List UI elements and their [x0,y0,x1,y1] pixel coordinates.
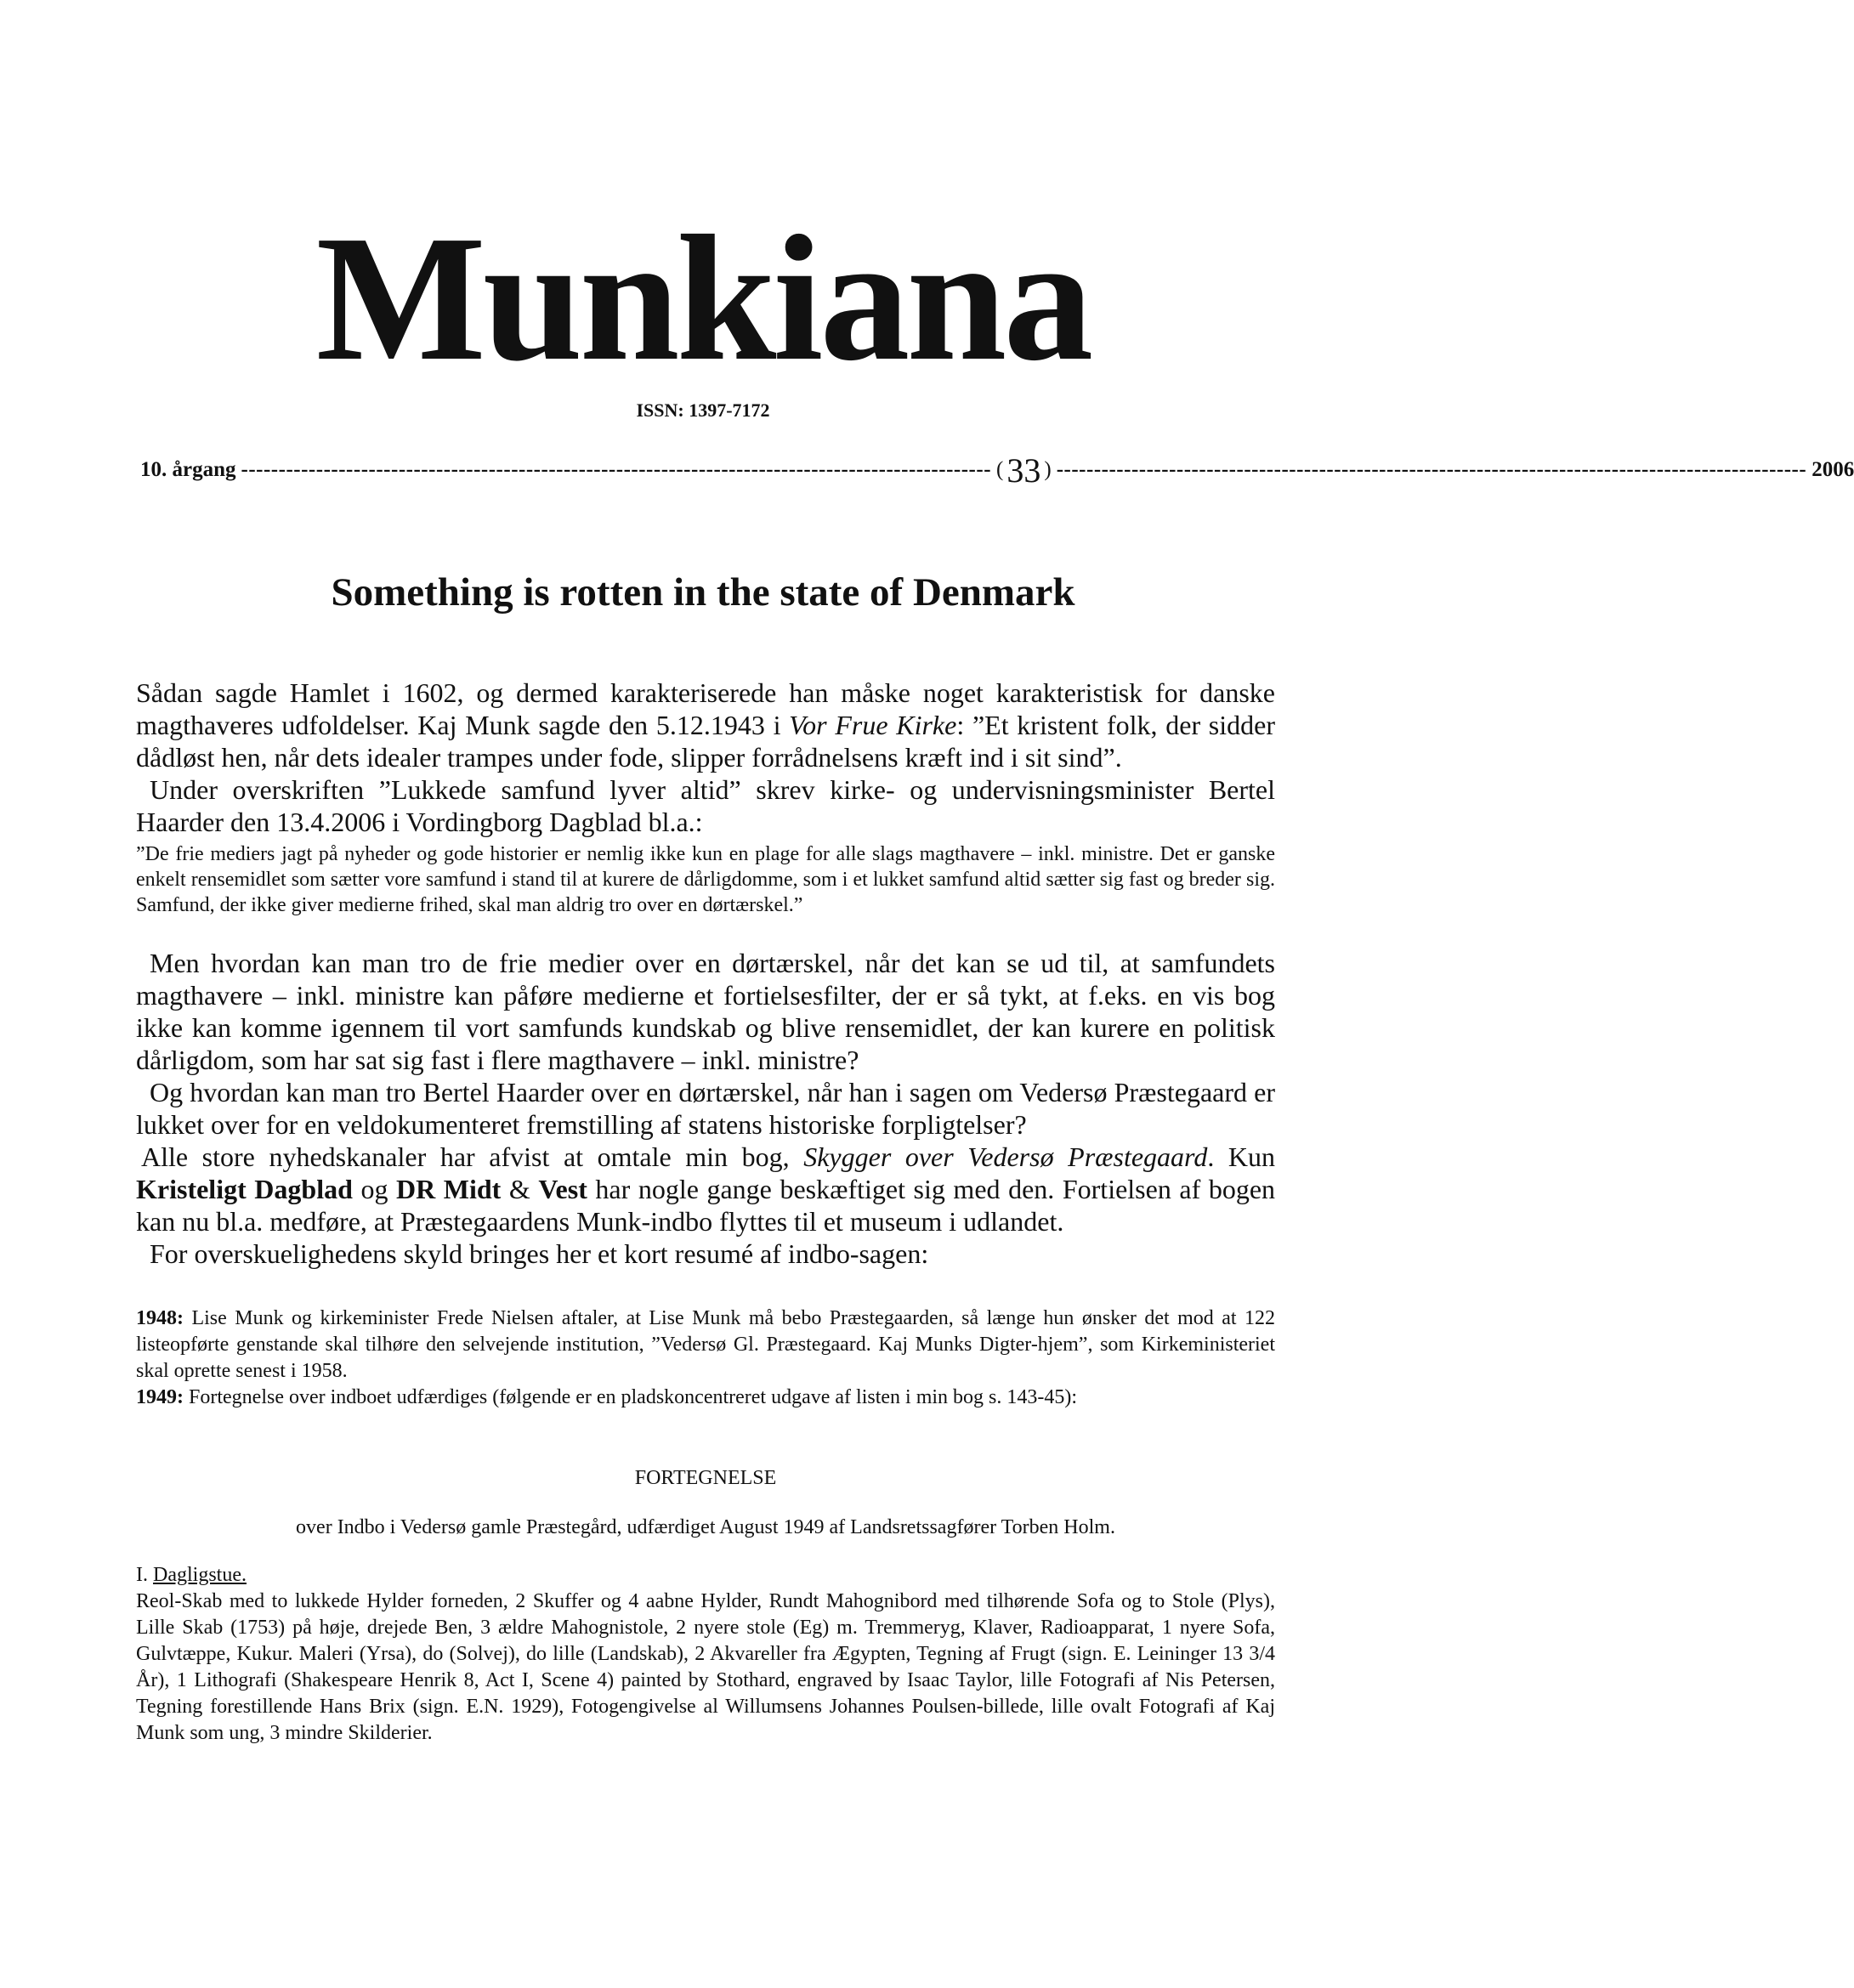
paragraph-vedersoe: Og hvordan kan man tro Bertel Haarder over en dørtærskel, når han i sagen om Vedersø Præstegaard er lukket over for en veldokumenteret fremstilling af statens historiske forpligtelser? [136,1077,1275,1140]
article-body [136,677,1275,838]
church-name: Vor Frue Kirke [789,710,957,740]
section-heading [136,1562,1275,1589]
year-1949: 1949: [136,1386,184,1408]
book-text-d: har nogle gange beskæftiget sig med den. Fortielsen af bogen kan nu bl.a. medføre, at Præstegaardens Munk-indbo flyttes til et museum i udlandet. [136,1174,1276,1237]
timeline [136,1306,1275,1411]
dash-rule-right: ---------------------------------------------------------------------------------------------------- [1056,458,1807,481]
vest: Vest [538,1174,587,1204]
text-1948: Lise Munk og kirkeminister Frede Nielsen aftaler, at Lise Munk må bebo Præstegaarden, så længe hun ønsker det mod at 122 listeopførte genstande skal tilhøre den selvejende institution, ”Vedersø Gl. Præstegaard. Kaj Munks Digter-hjem”, som Kirkeministeriet skal oprette senest i 1958. [136,1307,1275,1382]
paragraph-book [136,1141,1275,1238]
inventory-section [136,1562,1275,1747]
paragraph-summary-intro: For overskuelighedens skyld bringes her et kort resumé af indbo-sagen: [150,1238,929,1269]
issue-number: 33 [1006,450,1041,490]
paragraph-haarder: Under overskriften ”Lukkede samfund lyver altid” skrev kirke- og undervisningsminister Bertel Haarder den 13.4.2006 i Vordingborg Dagblad bl.a.: [136,774,1275,837]
section-number: I. [136,1564,153,1586]
issue-line [140,450,1854,490]
timeline-1948 [136,1306,1275,1385]
year-label: 2006 [1811,458,1854,481]
book-text-c: og [352,1174,397,1204]
inventory-subheading: over Indbo i Vedersø gamle Præstegård, udfærdiget August 1949 af Landsretssagfører Torben Holm. [296,1516,1115,1538]
paragraph-intro [136,677,1275,773]
text-1949: Fortegnelse over indboet udfærdiges (følgende er en pladskoncentreret udgave af listen i min bog s. 143-45): [184,1386,1078,1408]
paragraph-media: Men hvordan kan man tro de frie medier over en dørtærskel, når det kan se ud til, at samfundets magthavere – inkl. ministre kan påføre medierne et fortielsesfilter, der er så tykt, at f.eks. en vis bog ikke kan komme igennem til vort samfunds kundskab og blive rensemidlet, der kan kurere en politisk dårligdom, som har sat sig fast i flere magthavere – inkl. ministre? [136,948,1275,1075]
book-text-b: . Kun [1207,1141,1276,1172]
section-title: Dagligstue. [153,1564,247,1586]
dr-midt: DR Midt [396,1174,502,1204]
article-body-continued [136,947,1275,1270]
issue-paren-close: ) [1044,458,1052,481]
intro-text-b: : ”Et kristent folk, der sidder dådløst hen, når dets idealer trampes under fode, slipper forrådnelsens kræft ind i sit sind”. [136,710,1276,773]
volume-label: 10. årgang [140,458,236,481]
issn-number: ISSN: 1397-7172 [636,399,770,421]
intro-text-a: Sådan sagde Hamlet i 1602, og dermed karakteriserede han måske noget karakteristisk for danske magthaveres udfoldelser. Kaj Munk sagde den 5.12.1943 i [136,677,1275,740]
inventory-heading: FORTEGNELSE [634,1467,777,1489]
book-title: Skygger over Vedersø Præstegaard [803,1141,1208,1172]
inventory-items: Reol-Skab med to lukkede Hylder forneden, 2 Skuffer og 4 aabne Hylder, Rundt Mahognibord med tilhørende Sofa og to Stole (Plys), Lille Skab (1753) på høje, drejede Ben, 3 ældre Mahognistole, 2 nyere stole (Eg) m. Tremmeryg, Klaver, Radioapparat, 1 nyere Sofa, Gulvtæppe, Kukur. Maleri (Yrsa), do (Solvej), do lille (Landskab), 2 Akvareller fra Ægypten, Tegning af Frugt (sign. E. Leininger 13 3/4 År), 1 Lithografi (Shakespeare Henrik 8, Act I, Scene 4) painted by Stothard, engraved by Isaac Taylor, lille Fotografi af Nis Petersen, Tegning forestillende Hans Brix (sign. E.N. 1929), Fotogengivelse al Willumsens Johannes Poulsen-billede, lille ovalt Fotografi af Kaj Munk som ung, 3 mindre Skilderier. [136,1590,1275,1744]
issue-paren-open: ( [996,458,1004,481]
quote-block: ”De frie mediers jagt på nyheder og gode historier er nemlig ikke kun en plage for alle slags magthavere – inkl. ministre. Det er ganske enkelt rensemidlet som sætter vore samfund i stand til at kurere de dårligdomme, som i et lukket samfund altid sætter sig fast og breder sig. Samfund, der ikke giver medierne frihed, skal man aldrig tro over en dørtærskel.” [136,843,1275,916]
dash-rule-left: ---------------------------------------------------------------------------------------------------- [241,458,992,481]
masthead-title: Munkiana [315,198,1091,398]
book-text-a: Alle store nyhedskanaler har afvist at omtale min bog, [141,1141,804,1172]
ampersand: & [501,1174,539,1204]
article-title: Something is rotten in the state of Denmark [331,570,1075,615]
kristeligt-dagblad: Kristeligt Dagblad [136,1174,353,1204]
timeline-1949 [136,1385,1275,1411]
year-1948: 1948: [136,1307,184,1329]
